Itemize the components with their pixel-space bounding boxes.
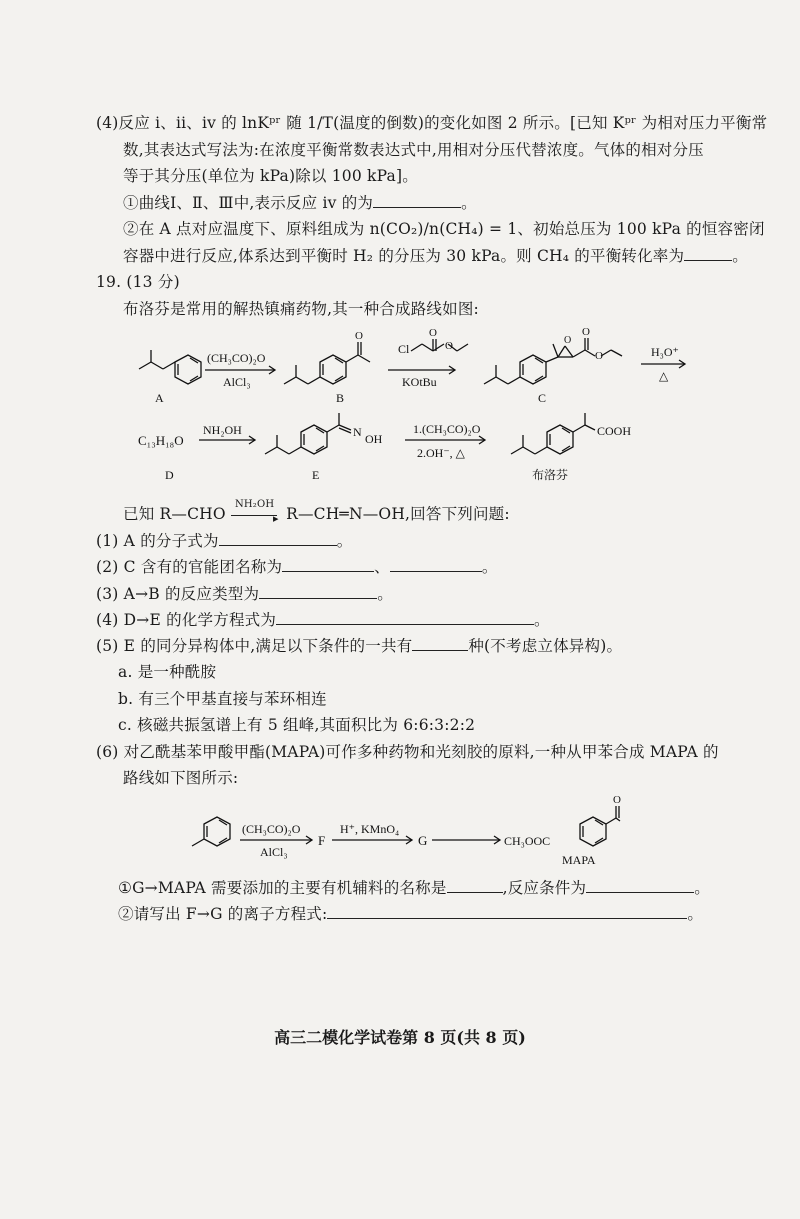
reagent-bc-bottom: KOtBu	[402, 375, 437, 389]
reagent-top: (CH₃CO)₂O	[242, 822, 301, 836]
reagent-de: NH₂OH	[203, 423, 242, 437]
label-d: D	[165, 468, 174, 482]
q19-intro: 布洛芬是常用的解热镇痛药物,其一种合成路线如图:	[123, 300, 479, 318]
known-reagent: NH₂OH	[234, 499, 275, 510]
label-e: E	[312, 468, 320, 482]
q18-4-sub2-line2	[123, 246, 748, 266]
answer-blank[interactable]	[412, 636, 468, 651]
q18-4-line2: 数,其表达式写法为:在浓度平衡常数表达式中,用相对分压代替浓度。气体的相对分压	[123, 141, 704, 159]
q19-5-text: (5) E 的同分异构体中,满足以下条件的一共有	[96, 637, 413, 655]
compound-e-structure	[265, 413, 351, 454]
reagent-ab-top: (CH₃CO)₂O	[207, 351, 266, 365]
known-prefix: 已知 R—CHO	[123, 505, 226, 523]
answer-blank[interactable]	[282, 557, 374, 572]
page-footer: 高三二模化学试卷第 8 页(共 8 页)	[274, 1028, 526, 1047]
q18-4-sub2-end: 。	[732, 247, 748, 265]
q19-6-line1: (6) 对乙酰基苯甲酸甲酯(MAPA)可作多种药物和光刻胶的原料,一种从甲苯合成 MAPA 的	[96, 743, 719, 761]
q18-4-sub1	[123, 193, 477, 213]
answer-blank[interactable]	[259, 584, 377, 599]
q19-4-text: (4) D→E 的化学方程式为	[96, 611, 277, 629]
known-reaction	[123, 499, 510, 525]
ethyl-chloroacetate-structure	[411, 339, 468, 351]
reagent-ef-bottom: 2.OH⁻, △	[417, 446, 465, 460]
q19-2-end: 。	[481, 558, 498, 576]
q19-4-end: 。	[534, 611, 550, 629]
answer-blank[interactable]	[373, 193, 461, 208]
label-b: B	[336, 391, 345, 405]
answer-blank[interactable]	[276, 610, 534, 625]
ester-group: CH₃OOC	[504, 834, 551, 848]
q19-4	[96, 610, 550, 630]
reagent-ab-bottom: AlCl₃	[223, 375, 251, 389]
answer-blank[interactable]	[390, 557, 482, 572]
reagent-c-bottom: △	[659, 369, 669, 383]
q18-4-sub2-line1: ②在 A 点对应温度下、原料组成为 n(CO₂)/n(CH₄) = 1、初始总压为 100 kPa 的恒容密闭	[123, 220, 765, 238]
q19-6-1-mid: ,反应条件为	[502, 879, 587, 897]
answer-blank[interactable]	[586, 878, 694, 893]
q18-4-sub1-text: ①曲线Ⅰ、Ⅱ、Ⅲ中,表示反应 iv 的为	[123, 194, 374, 212]
condition-c: c. 核磁共振氢谱上有 5 组峰,其面积比为 6:6:3:2:2	[118, 716, 476, 734]
label-mapa: MAPA	[562, 853, 596, 867]
q19-3	[96, 584, 393, 604]
q18-4-sub1-end: 。	[461, 194, 477, 212]
carbonyl-oxygen: O	[429, 327, 437, 339]
answer-blank[interactable]	[684, 246, 732, 261]
product-cooh: COOH	[597, 424, 632, 438]
reagent-bottom: AlCl₃	[260, 845, 288, 859]
answer-blank[interactable]	[219, 531, 337, 546]
answer-blank[interactable]	[447, 878, 503, 893]
reagent-ef-top: 1.(CH₃CO)₂O	[413, 422, 481, 436]
q19-5	[96, 636, 622, 656]
q19-6-2	[118, 904, 703, 924]
ibuprofen-structure	[511, 413, 595, 454]
label-g: G	[418, 833, 428, 848]
q19-6-1	[118, 878, 710, 898]
product-name: 布洛芬	[532, 468, 569, 482]
q19-6-2-text: ②请写出 F→G 的离子方程式:	[118, 905, 328, 923]
condition-a: a. 是一种酰胺	[118, 663, 217, 681]
q19-6-2-end: 。	[687, 905, 704, 923]
known-suffix: R—CH═N—OH,回答下列问题:	[286, 505, 510, 523]
c-carbonyl-oxygen: O	[582, 326, 590, 338]
mapa-carbonyl-oxygen: O	[613, 794, 621, 806]
epoxide-oxygen: O	[564, 335, 572, 346]
q19-2-sep: 、	[374, 558, 390, 576]
label-c: C	[538, 391, 547, 405]
q18-4-line1: (4)反应 i、ii、iv 的 lnKᵖʳ 随 1/T(温度的倒数)的变化如图 2 所示。[已知 Kᵖʳ 为相对压力平衡常	[96, 114, 768, 132]
q19-1-text: (1) A 的分子式为	[96, 532, 219, 550]
reagent-fg: H⁺, KMnO₄	[340, 822, 400, 836]
q18-4-sub2-text: 容器中进行反应,体系达到平衡时 H₂ 的分压为 30 kPa。则 CH₄ 的平衡转化率为	[123, 247, 685, 265]
reagent-bc-cl: Cl	[398, 342, 410, 356]
mapa-synthesis-scheme	[180, 790, 620, 870]
b-carbonyl-oxygen: O	[355, 330, 363, 342]
q19-6-1-end: 。	[694, 879, 710, 897]
known-arrow: NH₂OH ▸	[231, 507, 281, 523]
condition-b: b. 有三个甲基直接与苯环相连	[118, 690, 327, 708]
ibuprofen-synthesis-scheme	[95, 322, 695, 498]
q19-6-1-text: ①G→MAPA 需要添加的主要有机辅料的名称是	[118, 879, 447, 897]
q19-2-text: (2) C 含有的官能团名称为	[96, 558, 283, 576]
label-f: F	[318, 833, 326, 848]
q19-6-line2: 路线如下图所示:	[123, 769, 239, 787]
mapa-structure	[580, 806, 620, 846]
q19-1	[96, 531, 352, 551]
d-formula: C₁₃H₁₈O	[138, 433, 184, 448]
answer-blank[interactable]	[327, 904, 687, 919]
q19-3-text: (3) A→B 的反应类型为	[96, 585, 260, 603]
e-hydroxyl: OH	[365, 432, 383, 446]
label-a: A	[155, 391, 164, 405]
q19-3-end: 。	[377, 585, 393, 603]
q19-header: 19. (13 分)	[96, 273, 180, 291]
ester-oxygen: O	[445, 340, 453, 352]
c-ester-oxygen: O	[595, 350, 603, 362]
compound-b-structure	[284, 342, 370, 384]
q19-1-end: 。	[336, 532, 353, 550]
toluene-structure	[192, 817, 230, 846]
q19-5-end: 种(不考虑立体异构)。	[468, 637, 623, 655]
e-nitrogen: N	[353, 425, 362, 439]
q19-2	[96, 557, 498, 577]
compound-a-structure	[139, 350, 201, 384]
q18-4-line3: 等于其分压(单位为 kPa)除以 100 kPa]。	[123, 167, 418, 185]
reagent-c-top: H₃O⁺	[651, 345, 679, 359]
